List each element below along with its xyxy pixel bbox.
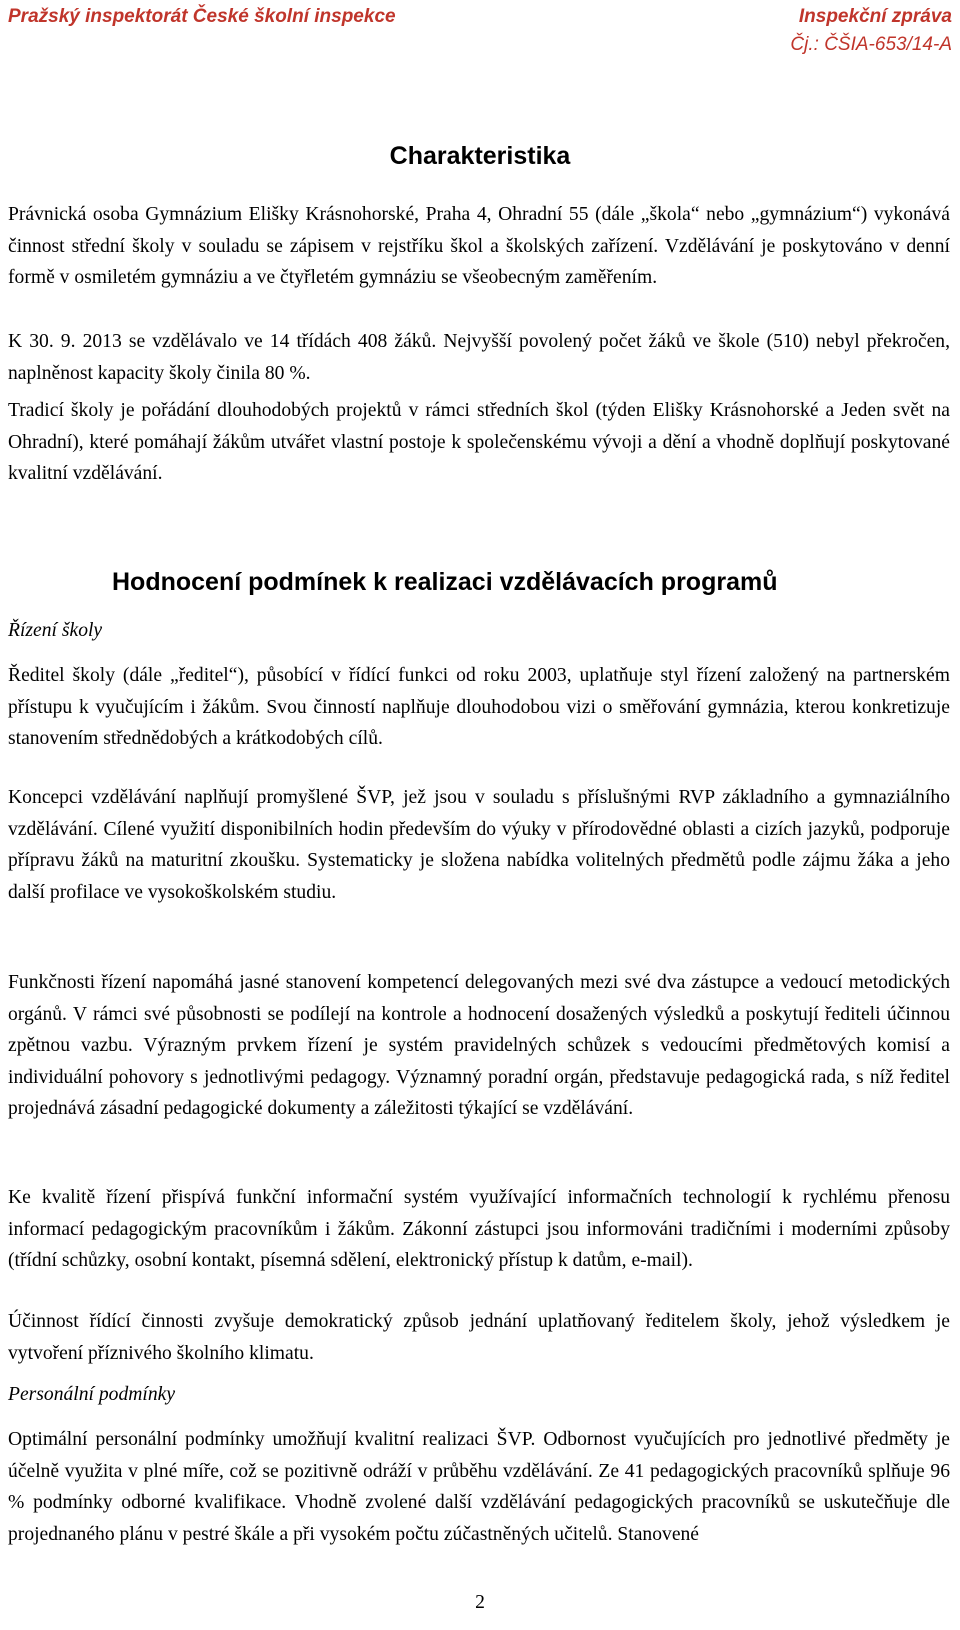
management-paragraph-4: Ke kvalitě řízení přispívá funkční informační systém využívající informačních technologií k rychlému přenosu informací pedagogickým pracovníkům i žákům. Zákonní zástupci jsou informováni tradičními i moderními způsoby (třídní schůzky, osobní kontakt, písemná sdělení, elektronický přístup k datům, e-mail).: [8, 1187, 950, 1271]
section-title-evaluation: Hodnocení podmínek k realizaci vzdělávacích programů: [112, 568, 778, 596]
characteristics-paragraph-3: Tradicí školy je pořádání dlouhodobých projektů v rámci středních škol (týden Elišky Krásnohorské a Jeden svět na Ohradní), které pomáhají žákům utvářet vlastní postoje k společenskému vývoji a dění a vhodně doplňují poskytované kvalitní vzdělávání.: [8, 400, 950, 484]
characteristics-paragraph-1: Právnická osoba Gymnázium Elišky Krásnohorské, Praha 4, Ohradní 55 (dále „škola“ nebo „gymnázium“) vykonává činnost střední školy v souladu se zápisem v rejstříku škol a školských zařízení. Vzdělávání je poskytováno v denní formě v osmiletém gymnáziu a ve čtyřletém gymnáziu se všeobecným zaměřením.: [8, 204, 950, 288]
management-paragraph-2: Koncepci vzdělávání naplňují promyšlené ŠVP, jež jsou v souladu s příslušnými RVP základního a gymnaziálního vzdělávání. Cílené využití disponibilních hodin především do výuky v přírodovědné oblasti a cizích jazyků, podporuje přípravu žáků na maturitní zkoušku. Systematicky je složena nabídka volitelných předmětů podle zájmu žáka a jeho další profilace ve vysokoškolském studiu.: [8, 787, 950, 903]
page-number: 2: [475, 1592, 485, 1613]
heading-staff: Personální podmínky: [8, 1384, 176, 1405]
section-title-characteristics: Charakteristika: [389, 142, 571, 170]
heading-management: Řízení školy: [8, 620, 103, 641]
page-header: [8, 4, 952, 64]
management-paragraph-5: Účinnost řídící činnosti zvyšuje demokratický způsob jednání uplatňovaný ředitelem školy, jehož výsledkem je vytvoření příznivého školního klimatu.: [8, 1311, 950, 1364]
header-reference: Čj.: ČŠIA-653/14-A: [790, 34, 952, 55]
header-organization: Pražský inspektorát České školní inspekce: [8, 6, 396, 27]
management-paragraph-3: Funkčnosti řízení napomáhá jasné stanovení kompetencí delegovaných mezi své dva zástupce a vedoucí metodických orgánů. V rámci své působnosti se podílejí na kontrole a hodnocení dosažených výsledků a poskytují řediteli účinnou zpětnou vazbu. Výrazným prvkem řízení je systém pravidelných schůzek s vedoucími předmětových komisí a individuální pohovory s jednotlivými pedagogy. Významný poradní orgán, představuje pedagogická rada, s níž ředitel projednává zásadní pedagogické dokumenty a záležitosti týkající se vzdělávání.: [8, 972, 950, 1119]
characteristics-paragraph-2: K 30. 9. 2013 se vzdělávalo ve 14 třídách 408 žáků. Nejvyšší povolený počet žáků ve škole (510) nebyl překročen, naplněnost kapacity školy činila 80 %.: [8, 331, 950, 384]
management-paragraph-1: Ředitel školy (dále „ředitel“), působící v řídící funkci od roku 2003, uplatňuje styl řízení založený na partnerském přístupu k vyučujícím i žákům. Svou činností naplňuje dlouhodobou vizi o směřování gymnázia, kterou konkretizuje stanovením střednědobých a krátkodobých cílů.: [8, 665, 950, 749]
staff-paragraph-1: Optimální personální podmínky umožňují kvalitní realizaci ŠVP. Odbornost vyučujících pro jednotlivé předměty je účelně využita v plné míře, což se pozitivně odráží v průběhu vzdělávání. Ze 41 pedagogických pracovníků splňuje 96 % podmínky odborné kvalifikace. Vhodně zvolené další vzdělávání pedagogických pracovníků se uskutečňuje dle projednaného plánu v pestré škále a při vysokém počtu zúčastněných učitelů. Stanovené: [8, 1429, 950, 1545]
header-document-type: Inspekční zpráva: [798, 6, 952, 27]
